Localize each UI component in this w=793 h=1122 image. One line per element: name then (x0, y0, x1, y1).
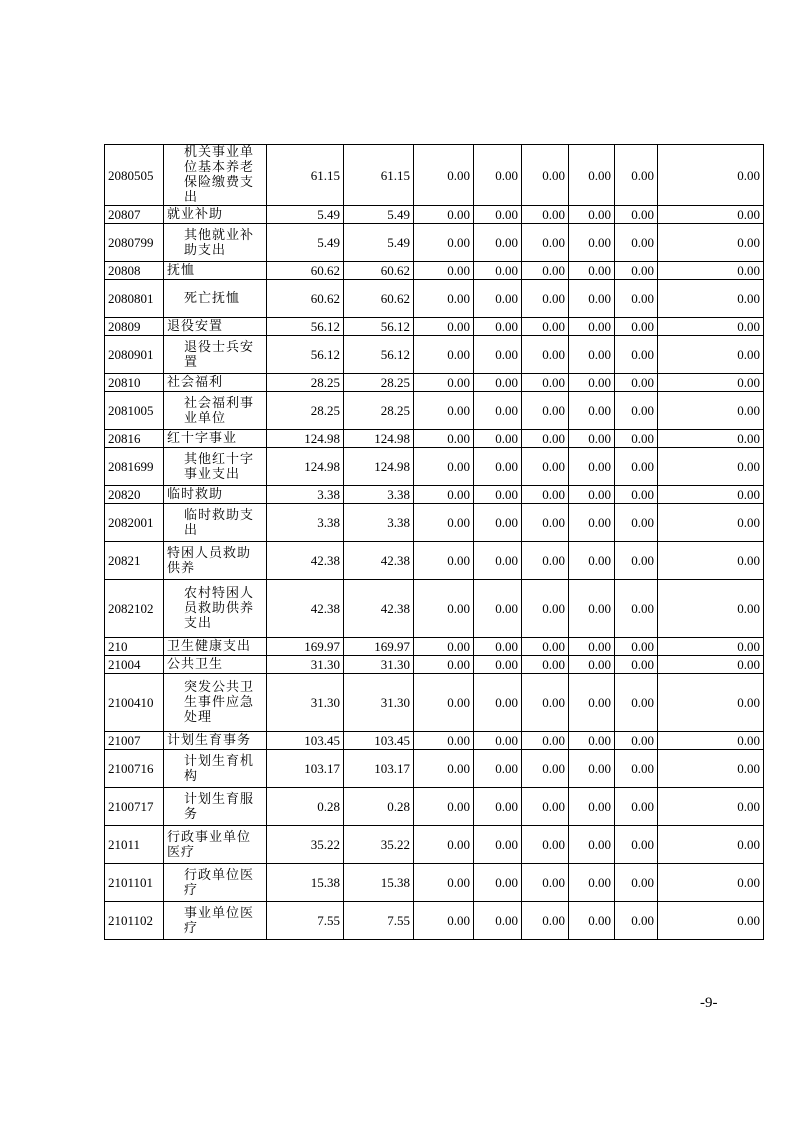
amount-cell: 0.00 (615, 788, 658, 826)
amount-cell: 0.00 (414, 656, 474, 674)
account-code-cell: 20810 (105, 374, 164, 392)
account-name-cell: 红十字事业 (164, 430, 267, 448)
account-name-cell: 卫生健康支出 (164, 638, 267, 656)
amount-cell: 56.12 (267, 336, 344, 374)
amount-cell: 0.00 (569, 638, 615, 656)
table-row (105, 504, 764, 542)
amount-cell: 0.00 (615, 826, 658, 864)
amount-cell: 31.30 (267, 674, 344, 732)
account-code-cell: 2082001 (105, 504, 164, 542)
amount-cell: 0.00 (569, 262, 615, 280)
amount-cell: 0.00 (615, 262, 658, 280)
amount-cell: 169.97 (344, 638, 414, 656)
amount-cell: 42.38 (344, 542, 414, 580)
amount-cell: 124.98 (267, 448, 344, 486)
amount-cell: 0.00 (615, 145, 658, 206)
table-row (105, 448, 764, 486)
account-name-cell: 事业单位医疗 (164, 902, 267, 940)
amount-cell: 169.97 (267, 638, 344, 656)
amount-cell: 0.00 (414, 448, 474, 486)
amount-cell: 124.98 (344, 430, 414, 448)
amount-cell: 15.38 (267, 864, 344, 902)
amount-cell: 0.00 (658, 430, 764, 448)
account-name-cell: 其他就业补助支出 (164, 224, 267, 262)
amount-cell: 0.00 (615, 430, 658, 448)
amount-cell: 60.62 (267, 262, 344, 280)
account-name-cell: 抚恤 (164, 262, 267, 280)
table-row (105, 430, 764, 448)
amount-cell: 0.00 (474, 486, 522, 504)
amount-cell: 0.00 (414, 318, 474, 336)
amount-cell: 0.00 (414, 262, 474, 280)
amount-cell: 0.00 (569, 318, 615, 336)
amount-cell: 0.00 (474, 902, 522, 940)
amount-cell: 0.00 (658, 318, 764, 336)
account-name-cell: 计划生育机构 (164, 750, 267, 788)
amount-cell: 5.49 (267, 224, 344, 262)
account-name-cell: 社会福利事业单位 (164, 392, 267, 430)
amount-cell: 5.49 (344, 224, 414, 262)
account-code-cell: 20808 (105, 262, 164, 280)
amount-cell: 0.00 (474, 448, 522, 486)
amount-cell: 0.00 (474, 674, 522, 732)
amount-cell: 0.00 (414, 336, 474, 374)
amount-cell: 0.00 (569, 902, 615, 940)
amount-cell: 28.25 (267, 392, 344, 430)
amount-cell: 31.30 (267, 656, 344, 674)
table-row (105, 864, 764, 902)
table-row (105, 392, 764, 430)
amount-cell: 0.00 (569, 580, 615, 638)
page-number: -9- (700, 995, 718, 1011)
amount-cell: 0.00 (658, 826, 764, 864)
amount-cell: 103.45 (267, 732, 344, 750)
amount-cell: 0.00 (658, 374, 764, 392)
amount-cell: 0.00 (569, 750, 615, 788)
amount-cell: 0.00 (474, 580, 522, 638)
amount-cell: 0.00 (474, 542, 522, 580)
account-code-cell: 2100717 (105, 788, 164, 826)
amount-cell: 103.17 (344, 750, 414, 788)
amount-cell: 0.00 (522, 280, 569, 318)
amount-cell: 0.00 (522, 374, 569, 392)
table-row (105, 318, 764, 336)
amount-cell: 0.00 (414, 145, 474, 206)
amount-cell: 0.00 (522, 262, 569, 280)
account-code-cell: 2080801 (105, 280, 164, 318)
amount-cell: 0.00 (474, 864, 522, 902)
account-name-cell: 就业补助 (164, 206, 267, 224)
amount-cell: 0.00 (414, 504, 474, 542)
table-row (105, 336, 764, 374)
account-name-cell: 临时救助 (164, 486, 267, 504)
account-code-cell: 2100410 (105, 674, 164, 732)
table-row (105, 826, 764, 864)
amount-cell: 0.00 (522, 750, 569, 788)
amount-cell: 0.00 (615, 224, 658, 262)
account-code-cell: 2081699 (105, 448, 164, 486)
account-code-cell: 210 (105, 638, 164, 656)
amount-cell: 0.00 (414, 732, 474, 750)
budget-table (104, 144, 764, 940)
amount-cell: 0.00 (658, 504, 764, 542)
amount-cell: 60.62 (267, 280, 344, 318)
amount-cell: 0.00 (658, 262, 764, 280)
amount-cell: 28.25 (267, 374, 344, 392)
account-name-cell: 死亡抚恤 (164, 280, 267, 318)
amount-cell: 0.00 (414, 580, 474, 638)
account-name-cell: 公共卫生 (164, 656, 267, 674)
amount-cell: 28.25 (344, 374, 414, 392)
amount-cell: 31.30 (344, 656, 414, 674)
amount-cell: 0.00 (658, 392, 764, 430)
account-code-cell: 21011 (105, 826, 164, 864)
amount-cell: 61.15 (267, 145, 344, 206)
account-name-cell: 退役安置 (164, 318, 267, 336)
amount-cell: 0.00 (569, 674, 615, 732)
amount-cell: 0.00 (522, 448, 569, 486)
amount-cell: 0.00 (522, 392, 569, 430)
amount-cell: 0.00 (658, 788, 764, 826)
amount-cell: 0.00 (414, 542, 474, 580)
amount-cell: 0.00 (569, 656, 615, 674)
table-row (105, 788, 764, 826)
amount-cell: 0.00 (414, 864, 474, 902)
account-code-cell: 2101102 (105, 902, 164, 940)
table-row (105, 732, 764, 750)
amount-cell: 42.38 (267, 580, 344, 638)
amount-cell: 0.00 (569, 732, 615, 750)
account-code-cell: 21007 (105, 732, 164, 750)
amount-cell: 61.15 (344, 145, 414, 206)
table-row (105, 374, 764, 392)
amount-cell: 0.00 (569, 788, 615, 826)
amount-cell: 0.28 (344, 788, 414, 826)
amount-cell: 0.00 (414, 486, 474, 504)
amount-cell: 0.00 (474, 392, 522, 430)
amount-cell: 0.00 (658, 206, 764, 224)
amount-cell: 0.00 (522, 504, 569, 542)
amount-cell: 31.30 (344, 674, 414, 732)
account-name-cell: 社会福利 (164, 374, 267, 392)
amount-cell: 0.00 (474, 318, 522, 336)
amount-cell: 0.00 (474, 656, 522, 674)
account-name-cell: 突发公共卫生事件应急处理 (164, 674, 267, 732)
budget-table-body (105, 145, 764, 940)
account-name-cell: 其他红十字事业支出 (164, 448, 267, 486)
account-code-cell: 20809 (105, 318, 164, 336)
amount-cell: 0.00 (522, 336, 569, 374)
account-code-cell: 20820 (105, 486, 164, 504)
amount-cell: 5.49 (267, 206, 344, 224)
amount-cell: 0.00 (658, 750, 764, 788)
account-code-cell: 2080799 (105, 224, 164, 262)
amount-cell: 0.00 (414, 224, 474, 262)
amount-cell: 0.00 (569, 145, 615, 206)
amount-cell: 0.00 (615, 280, 658, 318)
amount-cell: 3.38 (344, 486, 414, 504)
amount-cell: 0.00 (522, 318, 569, 336)
account-name-cell: 退役士兵安置 (164, 336, 267, 374)
amount-cell: 0.00 (569, 206, 615, 224)
account-code-cell: 2080505 (105, 145, 164, 206)
amount-cell: 0.00 (658, 280, 764, 318)
amount-cell: 0.00 (658, 638, 764, 656)
amount-cell: 0.00 (615, 638, 658, 656)
amount-cell: 0.00 (414, 826, 474, 864)
amount-cell: 0.00 (522, 864, 569, 902)
amount-cell: 42.38 (344, 580, 414, 638)
account-name-cell: 行政单位医疗 (164, 864, 267, 902)
amount-cell: 0.00 (414, 392, 474, 430)
amount-cell: 0.00 (658, 902, 764, 940)
account-name-cell: 特困人员救助供养 (164, 542, 267, 580)
amount-cell: 0.00 (522, 826, 569, 864)
table-row (105, 206, 764, 224)
amount-cell: 0.00 (658, 864, 764, 902)
amount-cell: 0.00 (474, 430, 522, 448)
amount-cell: 0.00 (658, 580, 764, 638)
amount-cell: 0.00 (474, 206, 522, 224)
amount-cell: 0.00 (615, 732, 658, 750)
amount-cell: 0.00 (569, 374, 615, 392)
amount-cell: 0.00 (569, 280, 615, 318)
amount-cell: 0.00 (658, 448, 764, 486)
table-row (105, 486, 764, 504)
amount-cell: 0.00 (658, 224, 764, 262)
amount-cell: 0.00 (522, 542, 569, 580)
table-row (105, 902, 764, 940)
amount-cell: 0.00 (522, 580, 569, 638)
amount-cell: 0.00 (569, 224, 615, 262)
amount-cell: 0.00 (414, 788, 474, 826)
amount-cell: 15.38 (344, 864, 414, 902)
amount-cell: 0.00 (569, 448, 615, 486)
table-row (105, 674, 764, 732)
amount-cell: 0.00 (658, 732, 764, 750)
amount-cell: 0.00 (615, 750, 658, 788)
amount-cell: 3.38 (344, 504, 414, 542)
account-name-cell: 临时救助支出 (164, 504, 267, 542)
amount-cell: 0.00 (658, 542, 764, 580)
amount-cell: 0.00 (615, 864, 658, 902)
amount-cell: 0.00 (414, 674, 474, 732)
amount-cell: 0.00 (474, 280, 522, 318)
amount-cell: 0.00 (658, 486, 764, 504)
amount-cell: 0.00 (474, 336, 522, 374)
amount-cell: 0.00 (474, 262, 522, 280)
amount-cell: 0.00 (474, 374, 522, 392)
amount-cell: 0.00 (414, 638, 474, 656)
amount-cell: 0.00 (522, 638, 569, 656)
amount-cell: 0.00 (522, 732, 569, 750)
table-row (105, 580, 764, 638)
amount-cell: 60.62 (344, 280, 414, 318)
table-row (105, 542, 764, 580)
amount-cell: 0.00 (414, 206, 474, 224)
amount-cell: 3.38 (267, 504, 344, 542)
amount-cell: 0.00 (474, 732, 522, 750)
amount-cell: 0.00 (569, 864, 615, 902)
amount-cell: 0.00 (522, 486, 569, 504)
account-code-cell: 20821 (105, 542, 164, 580)
amount-cell: 0.00 (569, 392, 615, 430)
amount-cell: 0.00 (414, 902, 474, 940)
amount-cell: 56.12 (267, 318, 344, 336)
table-row (105, 638, 764, 656)
amount-cell: 0.00 (615, 374, 658, 392)
amount-cell: 5.49 (344, 206, 414, 224)
amount-cell: 0.00 (474, 145, 522, 206)
table-row (105, 280, 764, 318)
amount-cell: 0.00 (414, 280, 474, 318)
amount-cell: 0.00 (414, 374, 474, 392)
amount-cell: 0.00 (658, 674, 764, 732)
amount-cell: 56.12 (344, 318, 414, 336)
amount-cell: 0.00 (522, 656, 569, 674)
amount-cell: 0.00 (615, 656, 658, 674)
amount-cell: 0.00 (474, 750, 522, 788)
amount-cell: 0.00 (615, 392, 658, 430)
amount-cell: 124.98 (267, 430, 344, 448)
amount-cell: 3.38 (267, 486, 344, 504)
account-name-cell: 计划生育服务 (164, 788, 267, 826)
table-row (105, 224, 764, 262)
amount-cell: 0.00 (615, 542, 658, 580)
account-code-cell: 20816 (105, 430, 164, 448)
account-name-cell: 行政事业单位医疗 (164, 826, 267, 864)
amount-cell: 0.00 (615, 318, 658, 336)
amount-cell: 0.00 (414, 750, 474, 788)
amount-cell: 0.00 (474, 504, 522, 542)
amount-cell: 0.00 (569, 826, 615, 864)
amount-cell: 7.55 (344, 902, 414, 940)
amount-cell: 0.00 (569, 336, 615, 374)
account-name-cell: 农村特困人员救助供养支出 (164, 580, 267, 638)
account-code-cell: 2100716 (105, 750, 164, 788)
account-name-cell: 机关事业单位基本养老保险缴费支出 (164, 145, 267, 206)
amount-cell: 103.45 (344, 732, 414, 750)
account-code-cell: 2080901 (105, 336, 164, 374)
amount-cell: 42.38 (267, 542, 344, 580)
amount-cell: 28.25 (344, 392, 414, 430)
amount-cell: 0.00 (414, 430, 474, 448)
account-code-cell: 21004 (105, 656, 164, 674)
amount-cell: 0.00 (569, 542, 615, 580)
amount-cell: 0.00 (522, 788, 569, 826)
amount-cell: 0.00 (522, 430, 569, 448)
amount-cell: 0.00 (522, 674, 569, 732)
amount-cell: 0.28 (267, 788, 344, 826)
table-row (105, 656, 764, 674)
amount-cell: 0.00 (615, 206, 658, 224)
account-name-cell: 计划生育事务 (164, 732, 267, 750)
amount-cell: 0.00 (474, 826, 522, 864)
amount-cell: 0.00 (615, 902, 658, 940)
amount-cell: 0.00 (569, 430, 615, 448)
account-code-cell: 2082102 (105, 580, 164, 638)
table-row (105, 750, 764, 788)
amount-cell: 0.00 (474, 224, 522, 262)
amount-cell: 0.00 (615, 674, 658, 732)
amount-cell: 0.00 (658, 336, 764, 374)
amount-cell: 0.00 (522, 145, 569, 206)
amount-cell: 0.00 (522, 206, 569, 224)
amount-cell: 0.00 (658, 656, 764, 674)
amount-cell: 0.00 (658, 145, 764, 206)
amount-cell: 0.00 (615, 486, 658, 504)
amount-cell: 35.22 (267, 826, 344, 864)
amount-cell: 0.00 (522, 224, 569, 262)
amount-cell: 124.98 (344, 448, 414, 486)
amount-cell: 103.17 (267, 750, 344, 788)
amount-cell: 60.62 (344, 262, 414, 280)
amount-cell: 0.00 (569, 486, 615, 504)
account-code-cell: 2101101 (105, 864, 164, 902)
amount-cell: 0.00 (615, 580, 658, 638)
amount-cell: 0.00 (474, 638, 522, 656)
amount-cell: 56.12 (344, 336, 414, 374)
table-row (105, 145, 764, 206)
amount-cell: 0.00 (615, 448, 658, 486)
account-code-cell: 2081005 (105, 392, 164, 430)
table-row (105, 262, 764, 280)
amount-cell: 0.00 (615, 504, 658, 542)
amount-cell: 0.00 (615, 336, 658, 374)
amount-cell: 0.00 (569, 504, 615, 542)
amount-cell: 0.00 (522, 902, 569, 940)
amount-cell: 7.55 (267, 902, 344, 940)
account-code-cell: 20807 (105, 206, 164, 224)
amount-cell: 35.22 (344, 826, 414, 864)
amount-cell: 0.00 (474, 788, 522, 826)
